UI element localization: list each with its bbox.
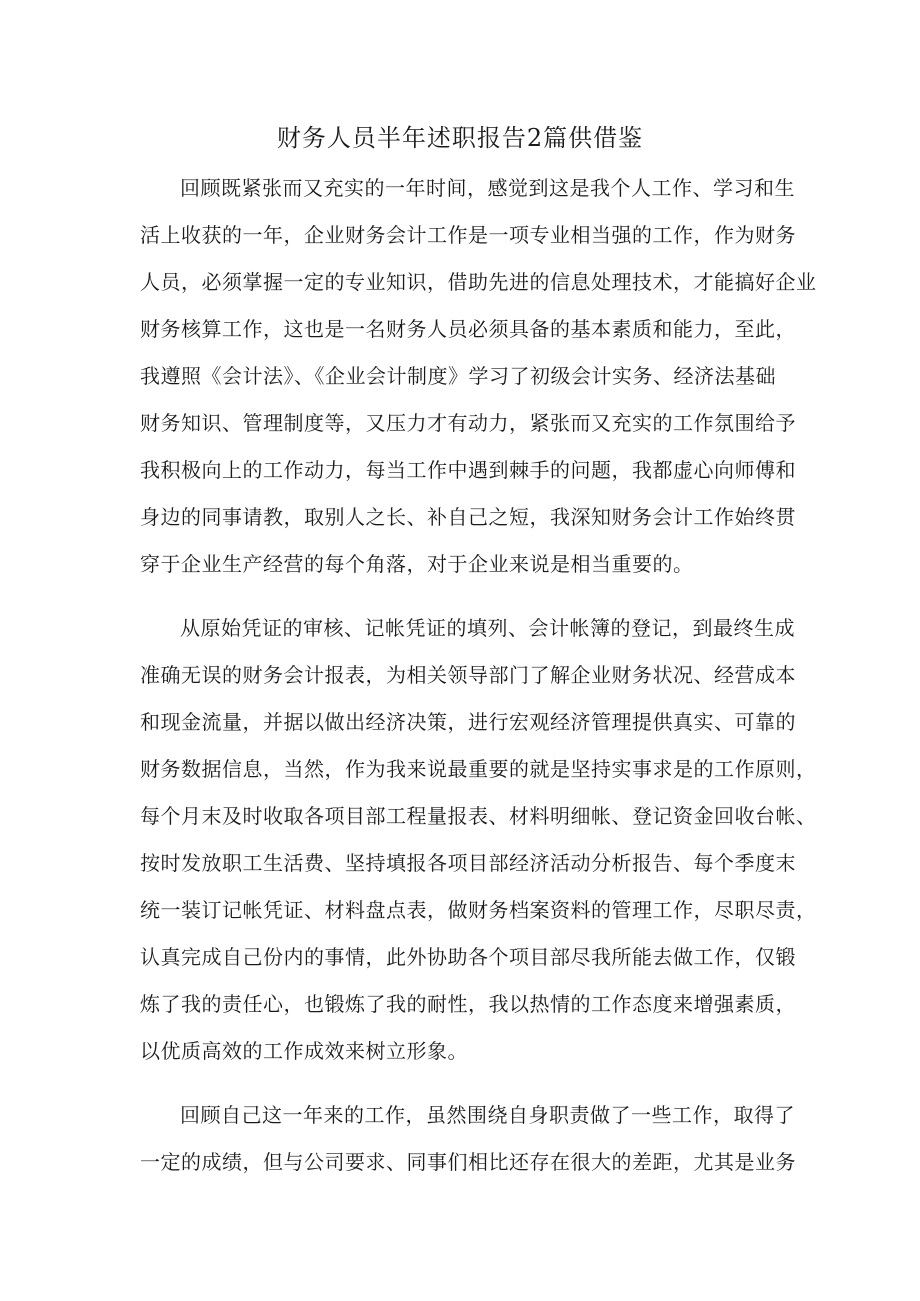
paragraph-line: 财务核算工作，这也是一名财务人员必须具备的基本素质和能力，至此， bbox=[140, 317, 796, 341]
paragraph-line: 身边的同事请教，取别人之长、补自己之短，我深知财务会计工作始终贯 bbox=[140, 505, 796, 529]
paragraph-line: 我遵照《会计法》、《企业会计制度》学习了初级会计实务、经济法基础 bbox=[140, 364, 776, 388]
paragraph-line: 每个月末及时收取各项目部工程量报表、材料明细帐、登记资金回收台帐、 bbox=[140, 804, 817, 828]
paragraph-line: 和现金流量，并据以做出经济决策，进行宏观经济管理提供真实、可靠的 bbox=[140, 710, 796, 734]
document-title: 财务人员半年述职报告2篇供借鉴 bbox=[276, 124, 644, 152]
paragraph-line: 财务知识、管理制度等，又压力才有动力，紧张而又充实的工作氛围给予 bbox=[140, 411, 796, 435]
paragraph-line: 统一装订记帐凭证、材料盘点表，做财务档案资料的管理工作，尽职尽责， bbox=[140, 898, 817, 922]
paragraph-line: 财务数据信息，当然，作为我来说最重要的就是坚持实事求是的工作原则， bbox=[140, 757, 817, 781]
paragraph-line: 炼了我的责任心，也锻炼了我的耐性，我以热情的工作态度来增强素质， bbox=[140, 992, 796, 1016]
paragraph-line: 准确无误的财务会计报表，为相关领导部门了解企业财务状况、经营成本 bbox=[140, 663, 796, 687]
paragraph-line: 认真完成自己份内的事情，此外协助各个项目部尽我所能去做工作，仅锻 bbox=[140, 945, 796, 969]
paragraph-line: 从原始凭证的审核、记帐凭证的填列、会计帐簿的登记，到最终生成 bbox=[180, 616, 795, 640]
paragraph-line: 我积极向上的工作动力，每当工作中遇到棘手的问题，我都虚心向师傅和 bbox=[140, 458, 796, 482]
paragraph-line: 一定的成绩，但与公司要求、同事们相比还存在很大的差距，尤其是业务 bbox=[140, 1150, 796, 1174]
paragraph-line: 按时发放职工生活费、坚持填报各项目部经济活动分析报告、每个季度末 bbox=[140, 851, 796, 875]
paragraph-line: 回顾既紧张而又充实的一年时间，感觉到这是我个人工作、学习和生 bbox=[180, 176, 795, 200]
paragraph-line: 回顾自己这一年来的工作，虽然围绕自身职责做了一些工作，取得了 bbox=[180, 1103, 795, 1127]
paragraph-line: 以优质高效的工作成效来树立形象。 bbox=[140, 1039, 468, 1063]
paragraph-line: 穿于企业生产经营的每个角落，对于企业来说是相当重要的。 bbox=[140, 552, 694, 576]
paragraph-line: 活上收获的一年，企业财务会计工作是一项专业相当强的工作，作为财务 bbox=[140, 223, 796, 247]
paragraph-line: 人员，必须掌握一定的专业知识，借助先进的信息处理技术，才能搞好企业 bbox=[140, 270, 817, 294]
